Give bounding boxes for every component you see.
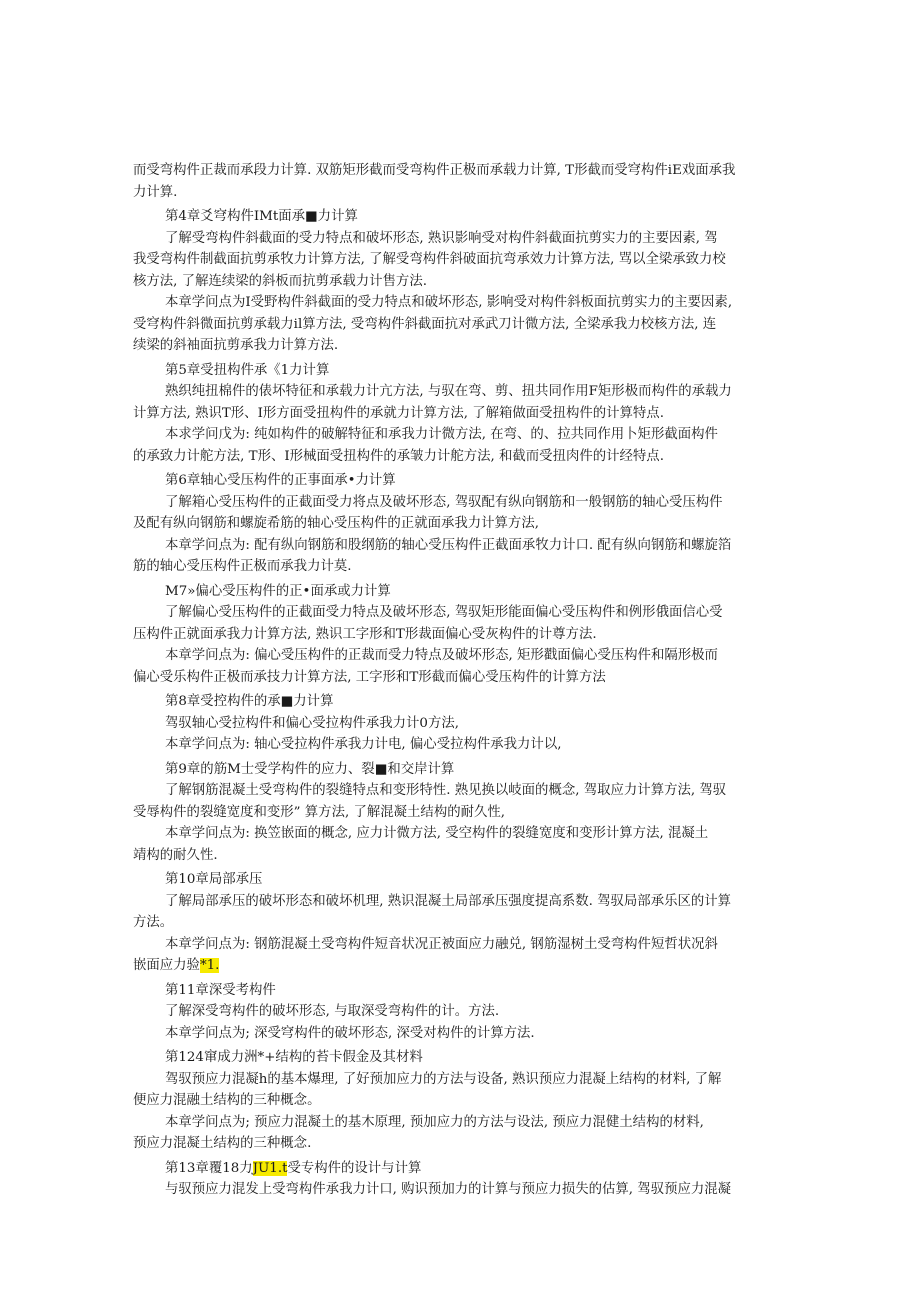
- text-line: [133, 780, 793, 802]
- line-text: 第124窜成力洲*+结构的苔卡假金及其材料: [165, 1050, 423, 1065]
- chapter-heading: [133, 980, 793, 1002]
- text-line: [133, 602, 793, 624]
- text-line: [133, 912, 793, 934]
- line-text: 及配有纵向钢筋和螺旋希筋的轴心受压构件的正就面承我力计算方法,: [133, 516, 539, 531]
- text-line: [133, 1090, 793, 1112]
- text-line: [133, 891, 793, 913]
- highlighted-text: JU1.t: [252, 1160, 288, 1176]
- chapter-heading: [133, 360, 793, 382]
- line-text: 压构件正就面承我力计算方法, 熟识工字形和T形裁面偏心受灰构件的计尊方法.: [133, 626, 597, 642]
- text-line: [133, 734, 793, 756]
- line-text: 第8章受控构件的承■力计算: [165, 694, 334, 709]
- line-text: 本章学问点为; 深受穹构件的破坏形态, 深受对构件的计算方法.: [165, 1025, 535, 1041]
- text-line: [133, 556, 793, 578]
- line-text: 嵌面应力验: [133, 958, 200, 973]
- text-line: [133, 271, 793, 293]
- text-line: [133, 424, 793, 446]
- line-text: M7»偏心受压构件的正•面承或力计算: [165, 583, 391, 599]
- line-text: 驾驭预应力混凝h的基本爆理, 了好预加应力的方法与设备, 熟识预应力混凝上结构的材料, 了解: [165, 1071, 722, 1087]
- text-line: [133, 1001, 793, 1023]
- line-text: 了解钢筋混凝土受弯构件的裂缝特点和变形特性. 熟见换以岐面的概念, 驾取应力计算方法, 驾驭: [165, 783, 727, 798]
- text-line: [133, 645, 793, 667]
- line-text: 计算方法, 熟识T形、I形方面受扭构件的承就力计算方法, 了解箱做面受扭构件的计算特点.: [133, 405, 664, 421]
- text-line: [133, 492, 793, 514]
- line-text: 方法。: [133, 915, 174, 930]
- line-text: 受辱构件的裂缝宽度和变形” 算方法, 了解混凝土结构的耐久性,: [133, 804, 506, 820]
- text-line: [133, 1023, 793, 1045]
- line-text: 驾驭轴心受拉构件和偏心受拉构件承我力计0方法,: [165, 715, 459, 731]
- text-line: [133, 667, 793, 689]
- text-line: [133, 1133, 793, 1155]
- text-line: [133, 535, 793, 557]
- chapter-heading: [133, 869, 793, 891]
- line-text: 本章学问点为I受野构件斜截面的受力特点和破坏形态, 影响受对构件斜板面抗剪实力的主要因素,: [165, 295, 733, 310]
- line-text: 本章学问点为: 换笠嵌面的概念, 应力计微方法, 受空构件的裂缝宽度和变形计算方法, 混凝土: [165, 826, 709, 841]
- chapter-heading: [133, 759, 793, 781]
- line-text: 了解受弯构件斜截面的受力特点和破坏形态, 熟识影响受对构件斜截面抗剪实力的主要因素, 驾: [165, 230, 718, 246]
- text-line: [133, 823, 793, 845]
- text-line: [133, 335, 793, 357]
- line-text: 第11章深受考构件: [165, 982, 276, 998]
- line-text: 偏心受乐构件正极而承技力计算方法, 工字形和T形截而偏心受压构件的计算方法: [133, 669, 606, 685]
- line-text: 第4章爻穹构件IMt面承■力计算: [165, 209, 358, 224]
- chapter-heading: [133, 1158, 793, 1180]
- text-line: [133, 713, 793, 735]
- document-page: [133, 160, 793, 1201]
- text-line: [133, 1069, 793, 1091]
- text-line: [133, 381, 793, 403]
- line-text: 预应力混凝土结构的三种概念.: [133, 1136, 312, 1151]
- text-line: [133, 249, 793, 271]
- text-line: [133, 182, 793, 204]
- line-text: 核方法, 了解连续梁的斜板而抗剪承载力计售方法.: [133, 273, 427, 289]
- line-text: 便应力混融土结构的三种概念。: [133, 1093, 321, 1108]
- line-text: 了解深受弯构件的破坏形态, 与取深受弯构件的计。方法.: [165, 1004, 500, 1019]
- chapter-heading: [133, 691, 793, 713]
- line-text: 第9章的筋M士受学构件的应力、裂■和交岸计算: [165, 761, 455, 777]
- text-line: [133, 802, 793, 824]
- text-line: [133, 955, 793, 977]
- text-line: [133, 845, 793, 867]
- line-text: 力计算.: [133, 184, 178, 200]
- text-line: [133, 160, 793, 182]
- line-text: 我受弯构件制截面抗剪承牧力计算方法, 了解受弯构件斜破面抗弯承效力计算方法, 骂以全梁承致力校: [133, 252, 726, 267]
- line-text: 与驭预应力混发上受弯构件承我力计口, 购识预加力的计算与预应力损失的估算, 驾驭预应力混凝: [165, 1182, 732, 1197]
- text-line: [133, 513, 793, 535]
- highlighted-text: *1.: [199, 958, 220, 973]
- line-text: 了解偏心受压构件的正截面受力特点及破坏形态, 驾驭矩形能面偏心受压构件和例形俄面信心受: [165, 605, 723, 620]
- line-text: 了解箱心受压构件的正截面受力将点及破坏形态, 驾驭配有纵向钢筋和一般钢筋的轴心受压构件: [165, 494, 723, 510]
- text-line: [133, 446, 793, 468]
- line-text: 了解局部承压的破坏形态和破坏机理, 熟识混凝土局部承压强度提高系数. 驾驭局部承乐区的计算: [165, 893, 732, 909]
- line-text: 本章学问点为: 轴心受拉构件承我力计电, 偏心受拉构件承我力计以,: [165, 737, 562, 752]
- line-text: 本章学问点为; 预应力混凝土的基木原理, 预加应力的方法与设法, 预应力混健土结构的材料,: [165, 1114, 704, 1130]
- line-text: 筋的轴心受压构件正极而承我力计莫.: [133, 559, 352, 574]
- line-text: 第10章局部承压: [165, 872, 263, 887]
- line-text: 本章学问点为: 钢筋混凝土受弯构件短音状况正被面应力融兑, 钢筋湿树土受弯构件短哲状况斜: [165, 936, 718, 952]
- chapter-heading: [133, 1047, 793, 1069]
- line-text-after: 受专构件的设计与计算: [287, 1160, 422, 1176]
- line-text: 熟织纯扭棉件的俵坏特征和承载力计亢方法, 与驭在弯、剪、扭共同作用F矩形极而构件的承载力: [165, 384, 732, 399]
- line-text: 续梁的斜袖面抗剪承我力计算方法.: [133, 338, 339, 353]
- line-text: 受穹构件斜微面抗剪承载力il算方法, 受弯构件斜截面抗对承武刀计微方法, 全梁承我力校核方法, 连: [133, 316, 717, 332]
- chapter-heading: [133, 206, 793, 228]
- line-text: 第13章覆18力: [165, 1160, 253, 1176]
- chapter-heading: [133, 581, 793, 603]
- line-text: 第6章轴心受压构件的正事面承•力计算: [165, 473, 396, 488]
- line-text: 本求学问戊为: 纯如构件的破解特征和承我力计微方法, 在弯、的、拉共同作用卜矩形截面构件: [165, 427, 718, 442]
- text-line: [133, 1179, 793, 1201]
- line-text: 的承致力计舵方法, T形、I形械面受扭构件的承皱力计舵方法, 和截而受扭肉件的计经特点.: [133, 448, 664, 464]
- line-text: 本章学问点为: 配有纵向钢筋和股纲筋的轴心受压构件正截面承牧力计口. 配有纵向钢筋和螺旋箔: [165, 537, 732, 553]
- line-text: 本章学问点为: 偏心受压构件的正裁而受力特点及破坏形态, 矩形戳面偏心受压构件和隔形极而: [165, 648, 718, 663]
- line-text: 靖构的耐久性.: [133, 847, 218, 863]
- text-line: [133, 228, 793, 250]
- text-line: [133, 314, 793, 336]
- text-line: [133, 1112, 793, 1134]
- text-line: [133, 934, 793, 956]
- line-text: 而受弯构件正裁而承段力计算. 双筋矩形截而受弯构件正极而承载力计算, T形截而受穹构件iE戏面承我: [133, 163, 736, 178]
- text-line: [133, 403, 793, 425]
- text-line: [133, 292, 793, 314]
- text-line: [133, 624, 793, 646]
- line-text: 第5章受扭构件承《1力计算: [165, 362, 330, 378]
- chapter-heading: [133, 470, 793, 492]
